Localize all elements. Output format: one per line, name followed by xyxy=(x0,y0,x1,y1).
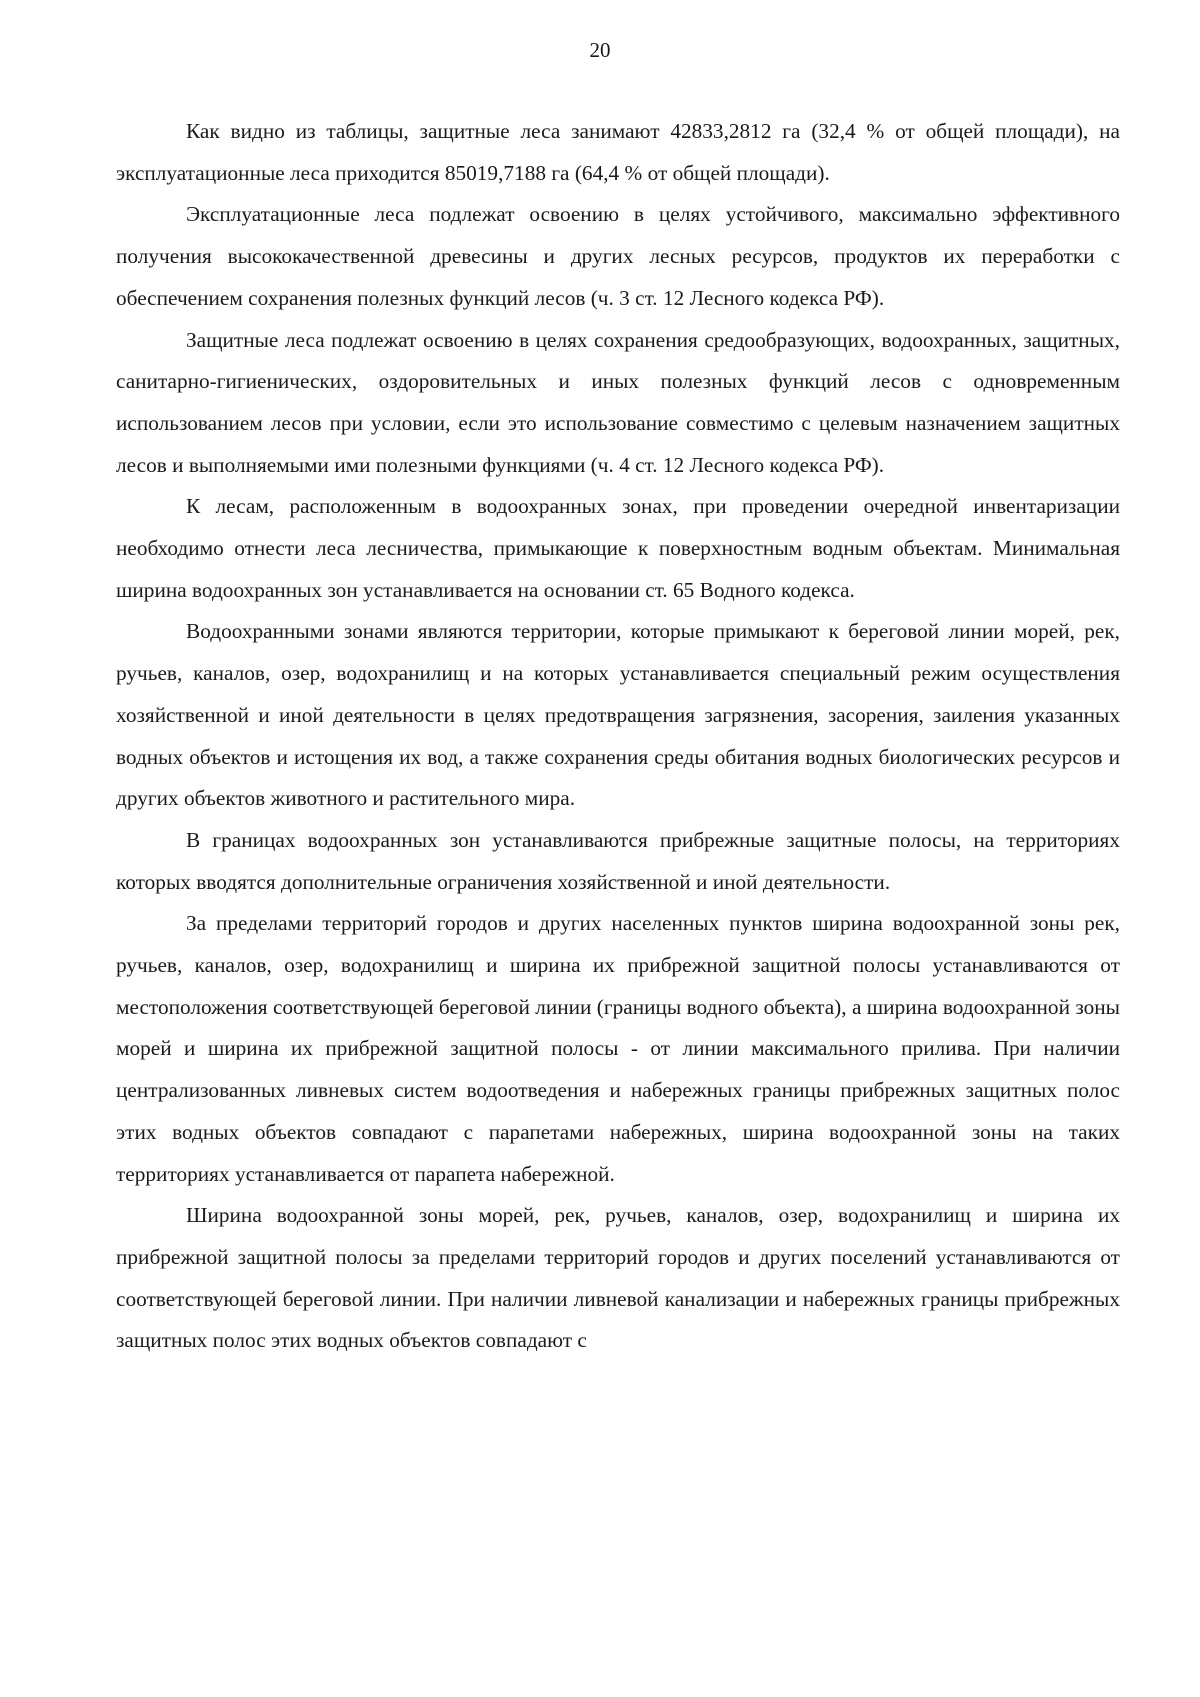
paragraph-protective-forests: Защитные леса подлежат освоению в целях сохранения средообразующих, водоохранных, защитных, санитарно-гигиенических, оздоровительных и иных полезных функций лесов с одновременным использованием лесов при условии, если это использование совместимо с целевым назначением защитных лесов и выполняемыми ими полезными функциями (ч. 4 ст. 12 Лесного кодекса РФ). xyxy=(116,327,1120,477)
paragraph-coastal-protective-strips: В границах водоохранных зон устанавливаются прибрежные защитные полосы, на территориях которых вводятся дополнительные ограничения хозяйственной и иной деятельности. xyxy=(116,827,1120,894)
paragraph-protective-forests-share: Как видно из таблицы, защитные леса занимают 42833,2812 га (32,4 % от общей площади), на эксплуатационные леса приходится 85019,7188 га (64,4 % от общей площади). xyxy=(116,119,1120,185)
paragraph-exploitation-forests: Эксплуатационные леса подлежат освоению в целях устойчивого, максимально эффективного получения высококачественной древесины и других лесных ресурсов, продуктов их переработки с обеспечением сохранения полезных функций лесов (ч. 3 ст. 12 Лесного кодекса РФ). xyxy=(116,202,1120,310)
paragraph-water-protection-forests: К лесам, расположенным в водоохранных зонах, при проведении очередной инвентаризации необходимо отнести леса лесничества, примыкающие к поверхностным водным объектам. Минимальная ширина водоохранных зон устанавливается на основании ст. 65 Водного кодекса. xyxy=(116,494,1120,602)
paragraph-water-protection-zones-definition: Водоохранными зонами являются территории, которые примыкают к береговой линии морей, рек, ручьев, каналов, озер, водохранилищ и на которых устанавливается специальный режим осуществления хозяйственной и иной деятельности в целях предотвращения загрязнения, засорения, заиления указанных водных объектов и истощения их вод, а также сохранения среды обитания водных биологических ресурсов и других объектов животного и растительного мира. xyxy=(116,619,1120,811)
paragraph-zone-width-settlements: Ширина водоохранной зоны морей, рек, ручьев, каналов, озер, водохранилищ и ширина их прибрежной защитной полосы за пределами территорий городов и других поселений устанавливаются от соответствующей береговой линии. При наличии ливневой канализации и набережных границы прибрежных защитных полос этих водных объектов совпадают с xyxy=(116,1203,1120,1353)
paragraph-zone-width-outside-cities: За пределами территорий городов и других населенных пунктов ширина водоохранной зоны рек, ручьев, каналов, озер, водохранилищ и ширина их прибрежной защитной полосы устанавливаются от местоположения соответствующей береговой линии (границы водного объекта), а ширина водоохранной зоны морей и ширина их прибрежной защитной полосы - от линии максимального прилива. При наличии централизованных ливневых систем водоотведения и набережных границы прибрежных защитных полос этих водных объектов совпадают с парапетами набережных, ширина водоохранной зоны на таких территориях устанавливается от парапета набережной. xyxy=(116,911,1120,1186)
page-number: 20 xyxy=(589,38,611,62)
document-body xyxy=(116,111,1120,1362)
